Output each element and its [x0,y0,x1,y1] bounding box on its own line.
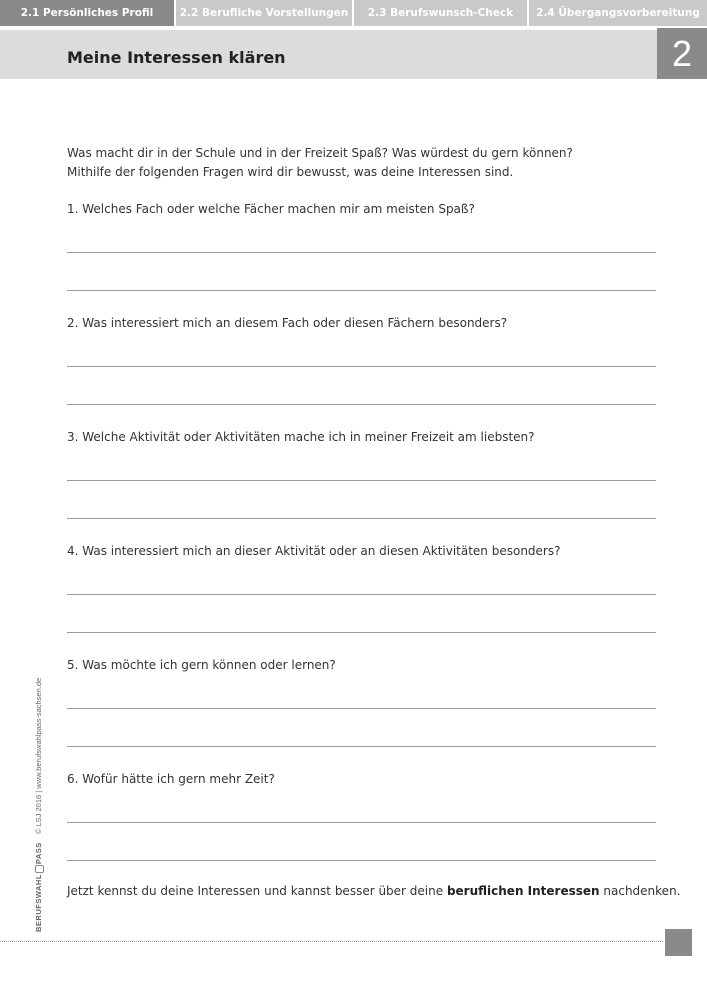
question-1: 1. Welches Fach oder welche Fächer machen mir am meisten Spaß? [67,202,475,216]
closing-text [67,884,680,898]
tab-berufswunsch-check[interactable]: 2.3 Berufswunsch-Check [354,0,529,26]
question-3: 3. Welche Aktivität oder Aktivitäten mache ich in meiner Freizeit am liebsten? [67,430,535,444]
answer-line-1a[interactable] [67,252,656,253]
question-2: 2. Was interessiert mich an diesem Fach oder diesen Fächern besonders? [67,316,508,330]
intro-text [67,144,667,182]
answer-line-5b[interactable] [67,746,656,747]
tab-persoenliches-profil[interactable]: 2.1 Persönliches Profil [0,0,176,26]
copyright-text: © LSJ 2016 | www.berufswahlpass-sachsen.de [34,677,43,835]
brand-mark-icon [35,865,44,873]
brand-right: PASS [34,842,43,865]
question-5: 5. Was möchte ich gern können oder lernen? [67,658,336,672]
intro-line-1: Was macht dir in der Schule und in der Freizeit Spaß? Was würdest du gern können? [67,146,573,160]
question-4: 4. Was interessiert mich an dieser Aktivität oder an diesen Aktivitäten besonders? [67,544,561,558]
closing-text-end: nachdenken. [599,884,681,898]
answer-line-3b[interactable] [67,518,656,519]
answer-line-3a[interactable] [67,480,656,481]
answer-line-6b[interactable] [67,860,656,861]
answer-line-4a[interactable] [67,594,656,595]
intro-line-2: Mithilfe der folgenden Fragen wird dir bewusst, was deine Interessen sind. [67,165,514,179]
answer-line-2b[interactable] [67,404,656,405]
section-tabs [0,0,707,26]
brand-logo [34,842,43,932]
closing-text-start: Jetzt kennst du deine Interessen und kannst besser über deine [67,884,447,898]
chapter-number-badge: 2 [657,28,707,79]
answer-line-5a[interactable] [67,708,656,709]
tab-uebergangsvorbereitung[interactable]: 2.4 Übergangsvorbereitung [529,0,707,26]
page-title: Meine Interessen klären [67,48,286,67]
answer-line-2a[interactable] [67,366,656,367]
side-footer [34,678,44,932]
tab-berufliche-vorstellungen[interactable]: 2.2 Berufliche Vorstellungen [176,0,354,26]
closing-text-emphasis: beruflichen Interessen [446,884,600,898]
answer-line-1b[interactable] [67,290,656,291]
page-marker [665,929,692,956]
answer-line-4b[interactable] [67,632,656,633]
footer-divider [0,941,663,942]
answer-line-6a[interactable] [67,822,656,823]
brand-left: BERUFSWAHL [34,874,43,932]
question-6: 6. Wofür hätte ich gern mehr Zeit? [67,772,275,786]
